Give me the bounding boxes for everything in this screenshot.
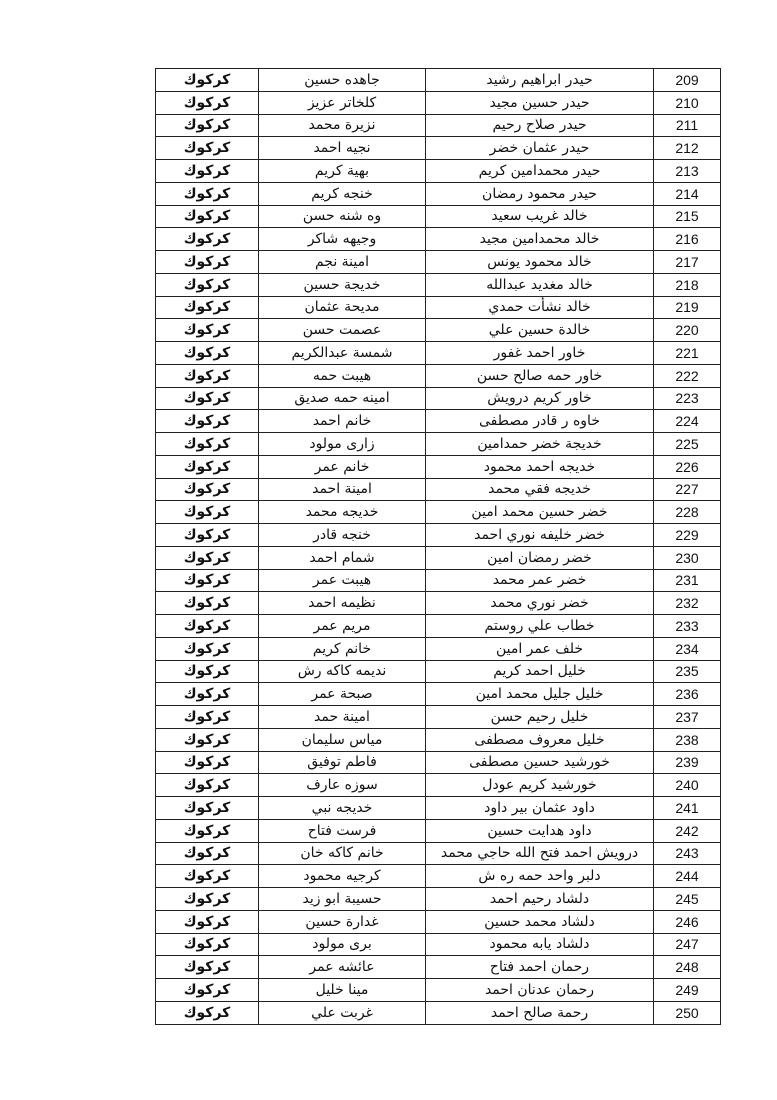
- table-row: [156, 706, 721, 729]
- mother-name-cell: مديحة عثمان: [259, 296, 426, 319]
- city-cell: كركوك: [156, 751, 259, 774]
- table-row: [156, 956, 721, 979]
- row-number-cell: 226: [654, 455, 721, 478]
- row-number-cell: 223: [654, 387, 721, 410]
- document-page: [155, 68, 716, 1025]
- city-cell: كركوك: [156, 819, 259, 842]
- mother-name-cell: سوزه عارف: [259, 774, 426, 797]
- table-row: [156, 296, 721, 319]
- table-row: [156, 114, 721, 137]
- city-cell: كركوك: [156, 114, 259, 137]
- city-cell: كركوك: [156, 228, 259, 251]
- mother-name-cell: مينا خليل: [259, 979, 426, 1002]
- mother-name-cell: هيبت حمه: [259, 364, 426, 387]
- row-number-cell: 237: [654, 706, 721, 729]
- full-name-cell: حيدر ابراهيم رشيد: [426, 69, 654, 92]
- mother-name-cell: نديمه كاكه رش: [259, 660, 426, 683]
- city-cell: كركوك: [156, 660, 259, 683]
- city-cell: كركوك: [156, 933, 259, 956]
- full-name-cell: دلشاد محمد حسين: [426, 910, 654, 933]
- row-number-cell: 250: [654, 1001, 721, 1024]
- mother-name-cell: برى مولود: [259, 933, 426, 956]
- table-row: [156, 273, 721, 296]
- table-row: [156, 455, 721, 478]
- full-name-cell: رحمة صالح احمد: [426, 1001, 654, 1024]
- full-name-cell: خاور احمد غفور: [426, 342, 654, 365]
- table-row: [156, 319, 721, 342]
- city-cell: كركوك: [156, 205, 259, 228]
- row-number-cell: 249: [654, 979, 721, 1002]
- city-cell: كركوك: [156, 888, 259, 911]
- table-row: [156, 751, 721, 774]
- table-row: [156, 728, 721, 751]
- row-number-cell: 209: [654, 69, 721, 92]
- full-name-cell: خضر نوري محمد: [426, 592, 654, 615]
- full-name-cell: حيدر محمدامين كريم: [426, 160, 654, 183]
- mother-name-cell: امينة نجم: [259, 251, 426, 274]
- mother-name-cell: شمسة عبدالكريم: [259, 342, 426, 365]
- full-name-cell: خضر رمضان امين: [426, 546, 654, 569]
- full-name-cell: خاور كريم درويش: [426, 387, 654, 410]
- full-name-cell: خالد غريب سعيد: [426, 205, 654, 228]
- full-name-cell: خالد مغديد عبدالله: [426, 273, 654, 296]
- table-row: [156, 637, 721, 660]
- city-cell: كركوك: [156, 342, 259, 365]
- row-number-cell: 233: [654, 615, 721, 638]
- table-row: [156, 865, 721, 888]
- mother-name-cell: فرست فتاح: [259, 819, 426, 842]
- full-name-cell: خاور حمه صالح حسن: [426, 364, 654, 387]
- table-row: [156, 888, 721, 911]
- table-row: [156, 592, 721, 615]
- mother-name-cell: امينه حمه صديق: [259, 387, 426, 410]
- city-cell: كركوك: [156, 546, 259, 569]
- row-number-cell: 246: [654, 910, 721, 933]
- city-cell: كركوك: [156, 501, 259, 524]
- table-row: [156, 546, 721, 569]
- table-row: [156, 774, 721, 797]
- city-cell: كركوك: [156, 296, 259, 319]
- row-number-cell: 245: [654, 888, 721, 911]
- row-number-cell: 230: [654, 546, 721, 569]
- mother-name-cell: امينة حمد: [259, 706, 426, 729]
- table-row: [156, 478, 721, 501]
- row-number-cell: 241: [654, 797, 721, 820]
- full-name-cell: خورشيد حسين مصطفى: [426, 751, 654, 774]
- full-name-cell: خديجه احمد محمود: [426, 455, 654, 478]
- row-number-cell: 243: [654, 842, 721, 865]
- city-cell: كركوك: [156, 774, 259, 797]
- row-number-cell: 210: [654, 91, 721, 114]
- city-cell: كركوك: [156, 706, 259, 729]
- full-name-cell: خطاب علي روستم: [426, 615, 654, 638]
- row-number-cell: 224: [654, 410, 721, 433]
- table-row: [156, 410, 721, 433]
- city-cell: كركوك: [156, 956, 259, 979]
- full-name-cell: خالد محمدامين مجيد: [426, 228, 654, 251]
- full-name-cell: رحمان عدنان احمد: [426, 979, 654, 1002]
- mother-name-cell: خديجه نبي: [259, 797, 426, 820]
- full-name-cell: خضر عمر محمد: [426, 569, 654, 592]
- mother-name-cell: خانم كريم: [259, 637, 426, 660]
- city-cell: كركوك: [156, 1001, 259, 1024]
- mother-name-cell: خانم عمر: [259, 455, 426, 478]
- mother-name-cell: بهية كريم: [259, 160, 426, 183]
- row-number-cell: 220: [654, 319, 721, 342]
- row-number-cell: 234: [654, 637, 721, 660]
- mother-name-cell: جاهده حسين: [259, 69, 426, 92]
- full-name-cell: خضر حسين محمد امين: [426, 501, 654, 524]
- row-number-cell: 219: [654, 296, 721, 319]
- table-row: [156, 910, 721, 933]
- full-name-cell: حيدر حسين مجيد: [426, 91, 654, 114]
- row-number-cell: 239: [654, 751, 721, 774]
- city-cell: كركوك: [156, 410, 259, 433]
- table-row: [156, 342, 721, 365]
- table-row: [156, 1001, 721, 1024]
- table-row: [156, 228, 721, 251]
- table-row: [156, 615, 721, 638]
- row-number-cell: 212: [654, 137, 721, 160]
- full-name-cell: داود هدايت حسين: [426, 819, 654, 842]
- city-cell: كركوك: [156, 273, 259, 296]
- row-number-cell: 215: [654, 205, 721, 228]
- city-cell: كركوك: [156, 683, 259, 706]
- full-name-cell: خليل احمد كريم: [426, 660, 654, 683]
- city-cell: كركوك: [156, 478, 259, 501]
- row-number-cell: 222: [654, 364, 721, 387]
- full-name-cell: خضر خليفه نوري احمد: [426, 524, 654, 547]
- full-name-cell: خديجه فقي محمد: [426, 478, 654, 501]
- row-number-cell: 236: [654, 683, 721, 706]
- mother-name-cell: خنجه كريم: [259, 182, 426, 205]
- mother-name-cell: نظيمه احمد: [259, 592, 426, 615]
- city-cell: كركوك: [156, 455, 259, 478]
- mother-name-cell: هيبت عمر: [259, 569, 426, 592]
- mother-name-cell: خنجه قادر: [259, 524, 426, 547]
- table-row: [156, 501, 721, 524]
- mother-name-cell: عائشه عمر: [259, 956, 426, 979]
- city-cell: كركوك: [156, 524, 259, 547]
- row-number-cell: 247: [654, 933, 721, 956]
- row-number-cell: 244: [654, 865, 721, 888]
- full-name-cell: خورشيد كريم عودل: [426, 774, 654, 797]
- city-cell: كركوك: [156, 910, 259, 933]
- mother-name-cell: زارى مولود: [259, 433, 426, 456]
- mother-name-cell: وجيهه شاكر: [259, 228, 426, 251]
- table-row: [156, 182, 721, 205]
- city-cell: كركوك: [156, 569, 259, 592]
- mother-name-cell: شمام احمد: [259, 546, 426, 569]
- row-number-cell: 216: [654, 228, 721, 251]
- city-cell: كركوك: [156, 182, 259, 205]
- table-row: [156, 979, 721, 1002]
- city-cell: كركوك: [156, 251, 259, 274]
- mother-name-cell: حسيبة ابو زيد: [259, 888, 426, 911]
- city-cell: كركوك: [156, 364, 259, 387]
- table-row: [156, 797, 721, 820]
- full-name-cell: دلبر واحد حمه ره ش: [426, 865, 654, 888]
- city-cell: كركوك: [156, 160, 259, 183]
- table-row: [156, 69, 721, 92]
- full-name-cell: خاوه ر قادر مصطفى: [426, 410, 654, 433]
- mother-name-cell: غدارة حسين: [259, 910, 426, 933]
- full-name-cell: دلشاد يابه محمود: [426, 933, 654, 956]
- table-row: [156, 387, 721, 410]
- mother-name-cell: خديجه محمد: [259, 501, 426, 524]
- mother-name-cell: نجيه احمد: [259, 137, 426, 160]
- row-number-cell: 248: [654, 956, 721, 979]
- city-cell: كركوك: [156, 728, 259, 751]
- full-name-cell: داود عثمان بير داود: [426, 797, 654, 820]
- city-cell: كركوك: [156, 615, 259, 638]
- table-row: [156, 819, 721, 842]
- table-row: [156, 933, 721, 956]
- table-row: [156, 433, 721, 456]
- city-cell: كركوك: [156, 592, 259, 615]
- mother-name-cell: مريم عمر: [259, 615, 426, 638]
- city-cell: كركوك: [156, 842, 259, 865]
- full-name-cell: خليل جليل محمد امين: [426, 683, 654, 706]
- full-name-cell: دلشاد رحيم احمد: [426, 888, 654, 911]
- full-name-cell: خالد نشأت حمدي: [426, 296, 654, 319]
- row-number-cell: 232: [654, 592, 721, 615]
- row-number-cell: 225: [654, 433, 721, 456]
- row-number-cell: 214: [654, 182, 721, 205]
- city-cell: كركوك: [156, 69, 259, 92]
- row-number-cell: 240: [654, 774, 721, 797]
- table-row: [156, 364, 721, 387]
- mother-name-cell: صبحة عمر: [259, 683, 426, 706]
- table-row: [156, 205, 721, 228]
- full-name-cell: حيدر محمود رمضان: [426, 182, 654, 205]
- row-number-cell: 238: [654, 728, 721, 751]
- names-table: [155, 68, 721, 1025]
- row-number-cell: 213: [654, 160, 721, 183]
- city-cell: كركوك: [156, 797, 259, 820]
- city-cell: كركوك: [156, 137, 259, 160]
- mother-name-cell: امينة احمد: [259, 478, 426, 501]
- row-number-cell: 228: [654, 501, 721, 524]
- full-name-cell: خليل معروف مصطفى: [426, 728, 654, 751]
- table-row: [156, 251, 721, 274]
- table-row: [156, 683, 721, 706]
- city-cell: كركوك: [156, 979, 259, 1002]
- mother-name-cell: غربت علي: [259, 1001, 426, 1024]
- row-number-cell: 229: [654, 524, 721, 547]
- city-cell: كركوك: [156, 865, 259, 888]
- row-number-cell: 211: [654, 114, 721, 137]
- table-row: [156, 524, 721, 547]
- full-name-cell: رحمان احمد فتاح: [426, 956, 654, 979]
- mother-name-cell: كرجيه محمود: [259, 865, 426, 888]
- mother-name-cell: فاطم توفيق: [259, 751, 426, 774]
- mother-name-cell: خانم كاكه خان: [259, 842, 426, 865]
- city-cell: كركوك: [156, 319, 259, 342]
- row-number-cell: 227: [654, 478, 721, 501]
- names-table-body: [156, 69, 721, 1025]
- full-name-cell: درويش احمد فتح الله حاجي محمد: [426, 842, 654, 865]
- table-row: [156, 160, 721, 183]
- full-name-cell: خليل رحيم حسن: [426, 706, 654, 729]
- row-number-cell: 235: [654, 660, 721, 683]
- row-number-cell: 217: [654, 251, 721, 274]
- mother-name-cell: عصمت حسن: [259, 319, 426, 342]
- table-row: [156, 91, 721, 114]
- row-number-cell: 218: [654, 273, 721, 296]
- mother-name-cell: خانم احمد: [259, 410, 426, 433]
- table-row: [156, 569, 721, 592]
- full-name-cell: خلف عمر امين: [426, 637, 654, 660]
- city-cell: كركوك: [156, 91, 259, 114]
- mother-name-cell: وه شنه حسن: [259, 205, 426, 228]
- row-number-cell: 242: [654, 819, 721, 842]
- table-row: [156, 660, 721, 683]
- full-name-cell: حيدر عثمان خضر: [426, 137, 654, 160]
- full-name-cell: حيدر صلاح رحيم: [426, 114, 654, 137]
- city-cell: كركوك: [156, 637, 259, 660]
- full-name-cell: خالد محمود يونس: [426, 251, 654, 274]
- mother-name-cell: مياس سليمان: [259, 728, 426, 751]
- full-name-cell: خديجة خضر حمدامين: [426, 433, 654, 456]
- row-number-cell: 231: [654, 569, 721, 592]
- mother-name-cell: نزيرة محمد: [259, 114, 426, 137]
- city-cell: كركوك: [156, 433, 259, 456]
- city-cell: كركوك: [156, 387, 259, 410]
- full-name-cell: خالدة حسين علي: [426, 319, 654, 342]
- table-row: [156, 842, 721, 865]
- mother-name-cell: كلخاتر عزيز: [259, 91, 426, 114]
- mother-name-cell: خديجة حسين: [259, 273, 426, 296]
- row-number-cell: 221: [654, 342, 721, 365]
- table-row: [156, 137, 721, 160]
